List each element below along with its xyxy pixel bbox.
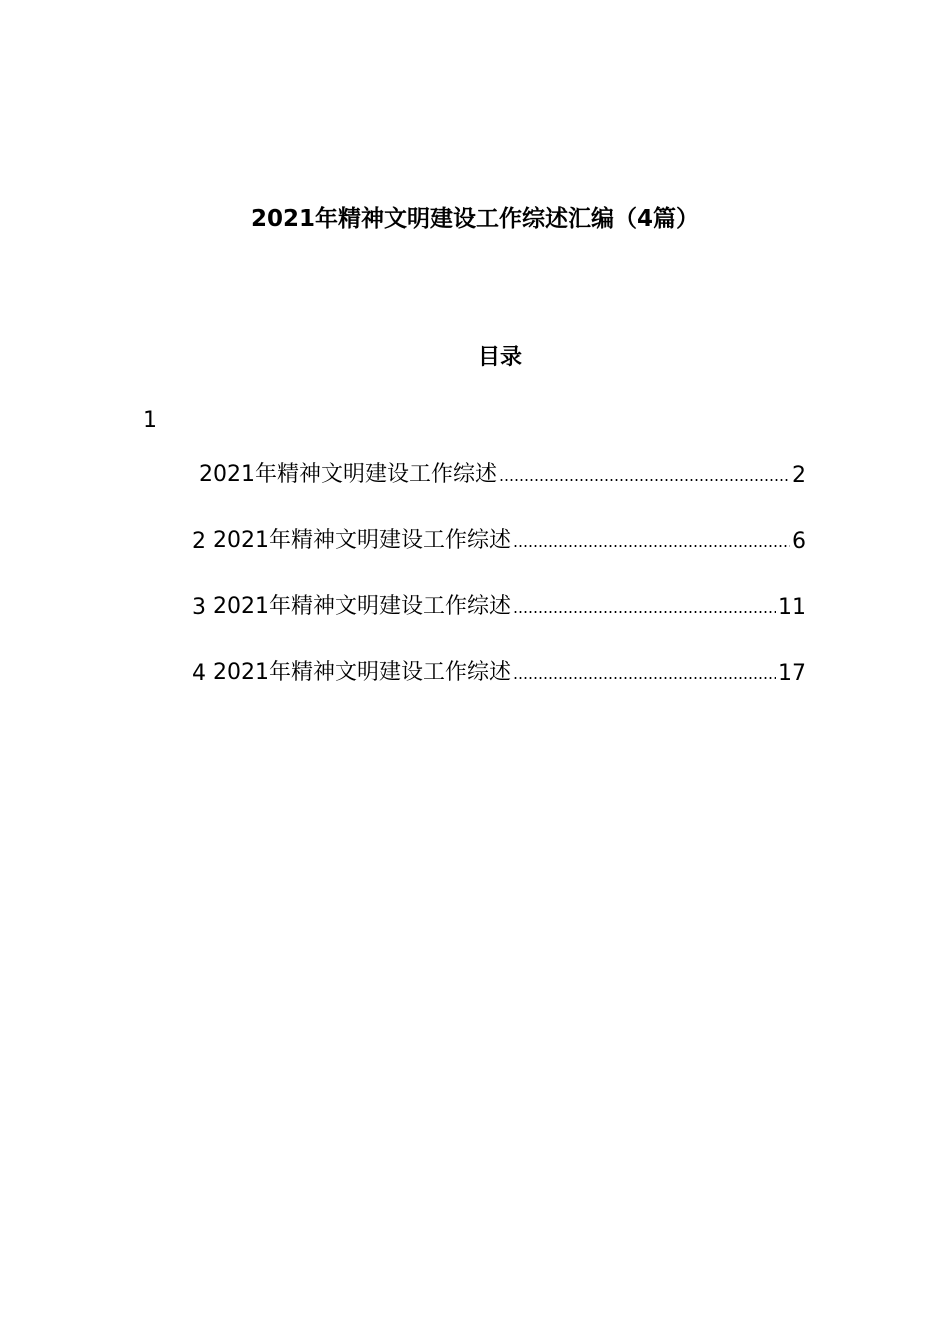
toc-dot-leader: [513, 610, 776, 614]
toc-page-number: 17: [778, 661, 806, 686]
toc-entry[interactable]: [192, 588, 806, 620]
toc-entry[interactable]: [192, 654, 806, 686]
toc-dot-leader: [513, 544, 790, 548]
document-title: 2021年精神文明建设工作综述汇编（4篇）: [250, 206, 700, 232]
toc-entry-title: 2021年精神文明建设工作综述: [213, 660, 511, 685]
toc-page-number: 2: [792, 463, 806, 488]
toc-entry[interactable]: [192, 522, 806, 554]
toc-orphan-number: 1: [143, 408, 157, 433]
toc-heading: 目录: [477, 345, 522, 370]
toc-page-number: 11: [778, 595, 806, 620]
toc-dot-leader: [513, 676, 776, 680]
toc-entry-title: 2021年精神文明建设工作综述: [199, 462, 497, 487]
toc-entry[interactable]: [199, 456, 806, 488]
toc-page-number: 6: [792, 529, 806, 554]
toc-entry-number: 3: [192, 595, 206, 620]
toc-entry-number: 2: [192, 529, 206, 554]
toc-entry-title: 2021年精神文明建设工作综述: [213, 528, 511, 553]
toc-entry-title: 2021年精神文明建设工作综述: [213, 594, 511, 619]
toc-entry-number: 4: [192, 661, 206, 686]
toc-dot-leader: [499, 478, 790, 482]
